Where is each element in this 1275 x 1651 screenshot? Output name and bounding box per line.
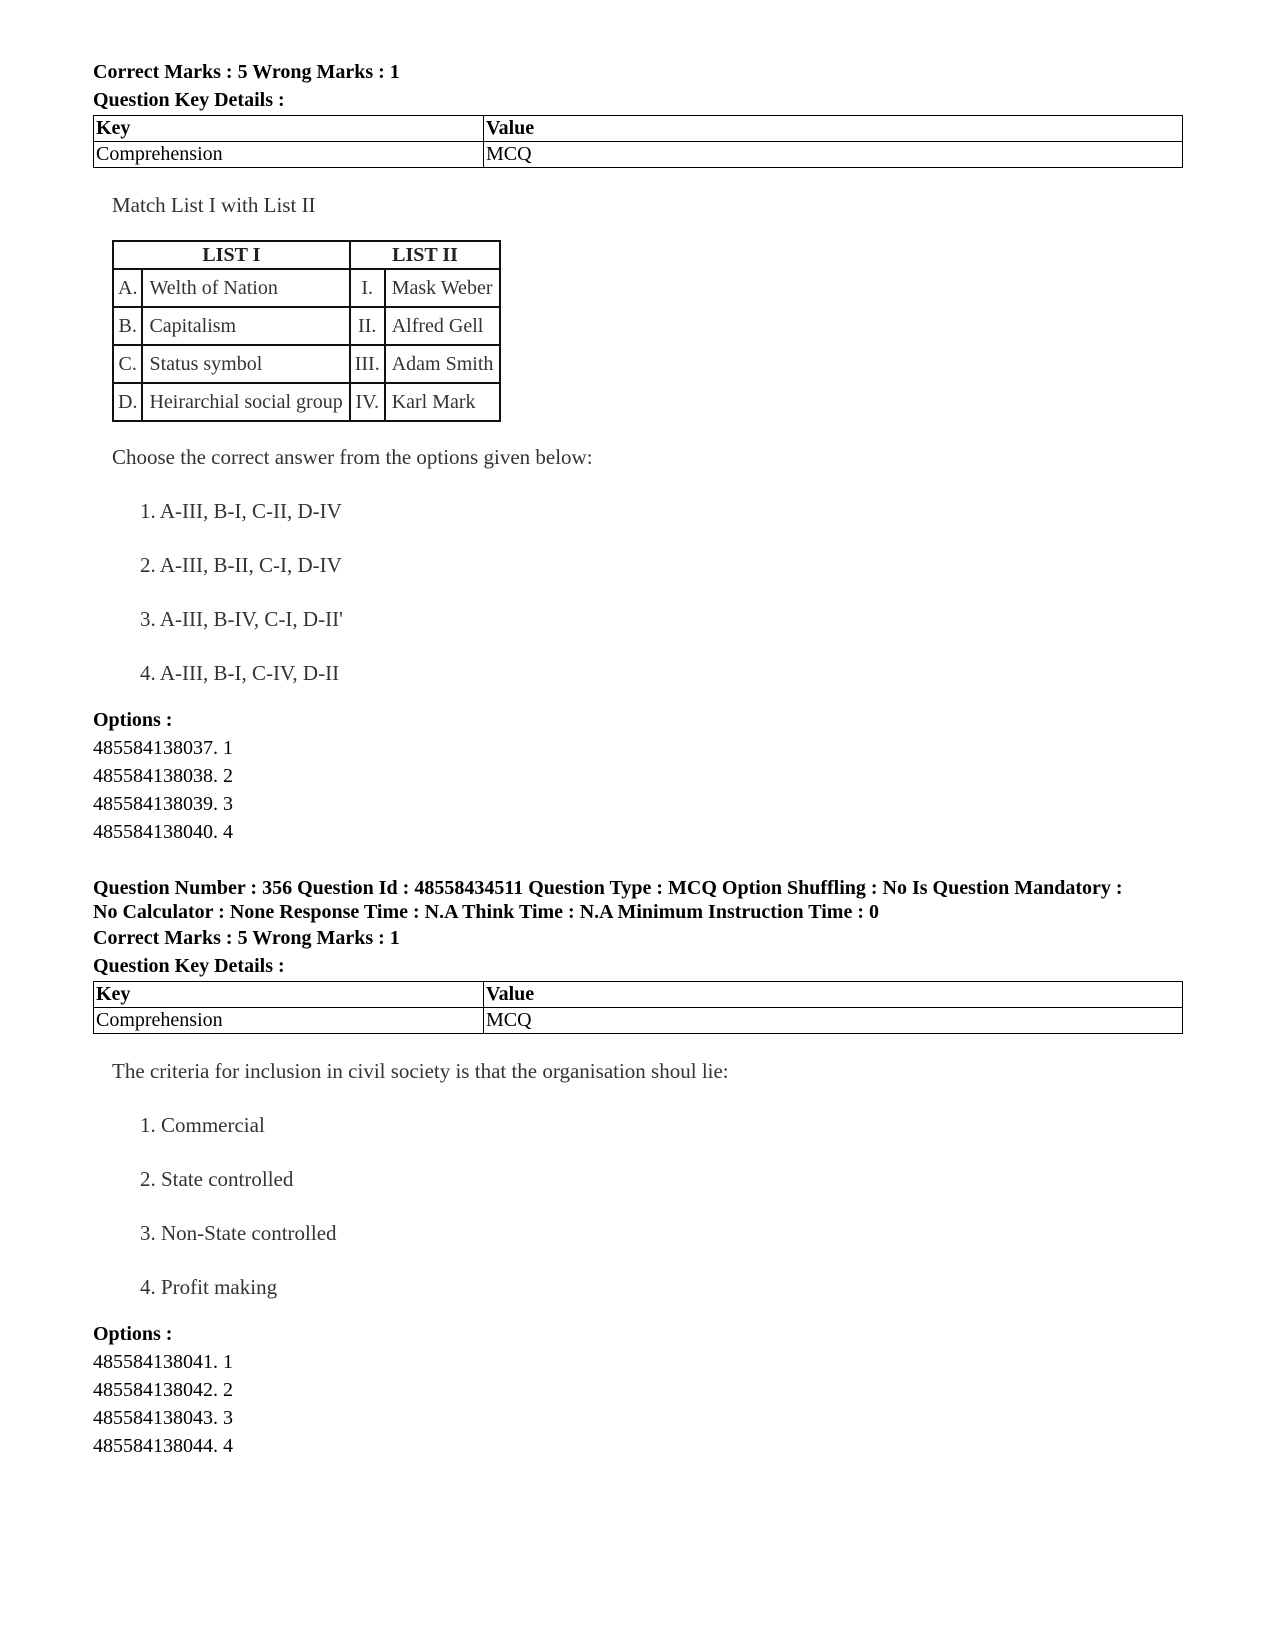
- list-1-item: Status symbol: [142, 345, 349, 383]
- option-line: 485584138041. 1: [93, 1351, 233, 1373]
- list-2-item: Alfred Gell: [385, 307, 501, 345]
- key-header: Key: [94, 116, 484, 142]
- marks-line: Correct Marks : 5 Wrong Marks : 1: [93, 61, 400, 83]
- list-1-letter: B.: [113, 307, 142, 345]
- option-line: 485584138038. 2: [93, 765, 233, 787]
- options-label: Options :: [93, 709, 173, 731]
- choice-item: 3. A-III, B-IV, C-I, D-II': [140, 607, 343, 631]
- table-row: [113, 383, 500, 421]
- question-image: [93, 190, 1183, 688]
- list-2-numeral: III.: [350, 345, 385, 383]
- key-cell: Comprehension: [94, 1008, 484, 1034]
- marks-line: Correct Marks : 5 Wrong Marks : 1: [93, 927, 400, 949]
- list-2-numeral: I.: [350, 269, 385, 307]
- key-details-label: Question Key Details :: [93, 955, 285, 977]
- list-1-letter: C.: [113, 345, 142, 383]
- option-line: 485584138043. 3: [93, 1407, 233, 1429]
- key-details-label: Question Key Details :: [93, 89, 285, 111]
- key-value-table: [93, 981, 1183, 1034]
- list-1-letter: A.: [113, 269, 142, 307]
- value-header: Value: [484, 982, 1183, 1008]
- document-page: [93, 58, 1183, 1460]
- value-cell: MCQ: [484, 142, 1183, 168]
- option-line: 485584138040. 4: [93, 821, 233, 843]
- options-label: Options :: [93, 1323, 173, 1345]
- list-2-header: LIST II: [350, 241, 501, 269]
- choice-item: 1. A-III, B-I, C-II, D-IV: [140, 499, 342, 523]
- list-1-letter: D.: [113, 383, 142, 421]
- question-text: Match List I with List II: [112, 193, 316, 217]
- question-header-line-1: Question Number : 356 Question Id : 48558434511 Question Type : MCQ Option Shuffling : No Is Question Mandatory :: [93, 877, 1123, 899]
- choice-item: 4. A-III, B-I, C-IV, D-II: [140, 661, 340, 685]
- key-cell: Comprehension: [94, 142, 484, 168]
- choice-item: 4. Profit making: [140, 1275, 278, 1299]
- option-line: 485584138037. 1: [93, 737, 233, 759]
- key-value-table: [93, 115, 1183, 168]
- key-header: Key: [94, 982, 484, 1008]
- table-row: [113, 307, 500, 345]
- value-header: Value: [484, 116, 1183, 142]
- option-line: 485584138042. 2: [93, 1379, 233, 1401]
- option-line: 485584138044. 4: [93, 1435, 233, 1457]
- list-2-numeral: IV.: [350, 383, 385, 421]
- option-line: 485584138039. 3: [93, 793, 233, 815]
- list-1-item: Capitalism: [142, 307, 349, 345]
- choice-item: 3. Non-State controlled: [140, 1221, 337, 1245]
- match-list-table: [112, 240, 501, 422]
- instruction-text: Choose the correct answer from the options given below:: [112, 445, 593, 469]
- list-2-item: Mask Weber: [385, 269, 501, 307]
- list-1-item: Welth of Nation: [142, 269, 349, 307]
- question-image: [93, 1056, 1183, 1302]
- list-2-numeral: II.: [350, 307, 385, 345]
- list-1-header: LIST I: [113, 241, 350, 269]
- choice-item: 2. A-III, B-II, C-I, D-IV: [140, 553, 342, 577]
- value-cell: MCQ: [484, 1008, 1183, 1034]
- list-1-item: Heirarchial social group: [142, 383, 349, 421]
- choice-list: [93, 1110, 1183, 1302]
- table-row: [113, 269, 500, 307]
- choice-item: 2. State controlled: [140, 1167, 294, 1191]
- table-row: [113, 345, 500, 383]
- list-2-item: Adam Smith: [385, 345, 501, 383]
- choice-list: [93, 496, 1183, 688]
- question-header-line-2: No Calculator : None Response Time : N.A Think Time : N.A Minimum Instruction Time : 0: [93, 901, 879, 923]
- question-text: The criteria for inclusion in civil society is that the organisation shoul lie:: [112, 1059, 729, 1083]
- choice-item: 1. Commercial: [140, 1113, 265, 1137]
- list-2-item: Karl Mark: [385, 383, 501, 421]
